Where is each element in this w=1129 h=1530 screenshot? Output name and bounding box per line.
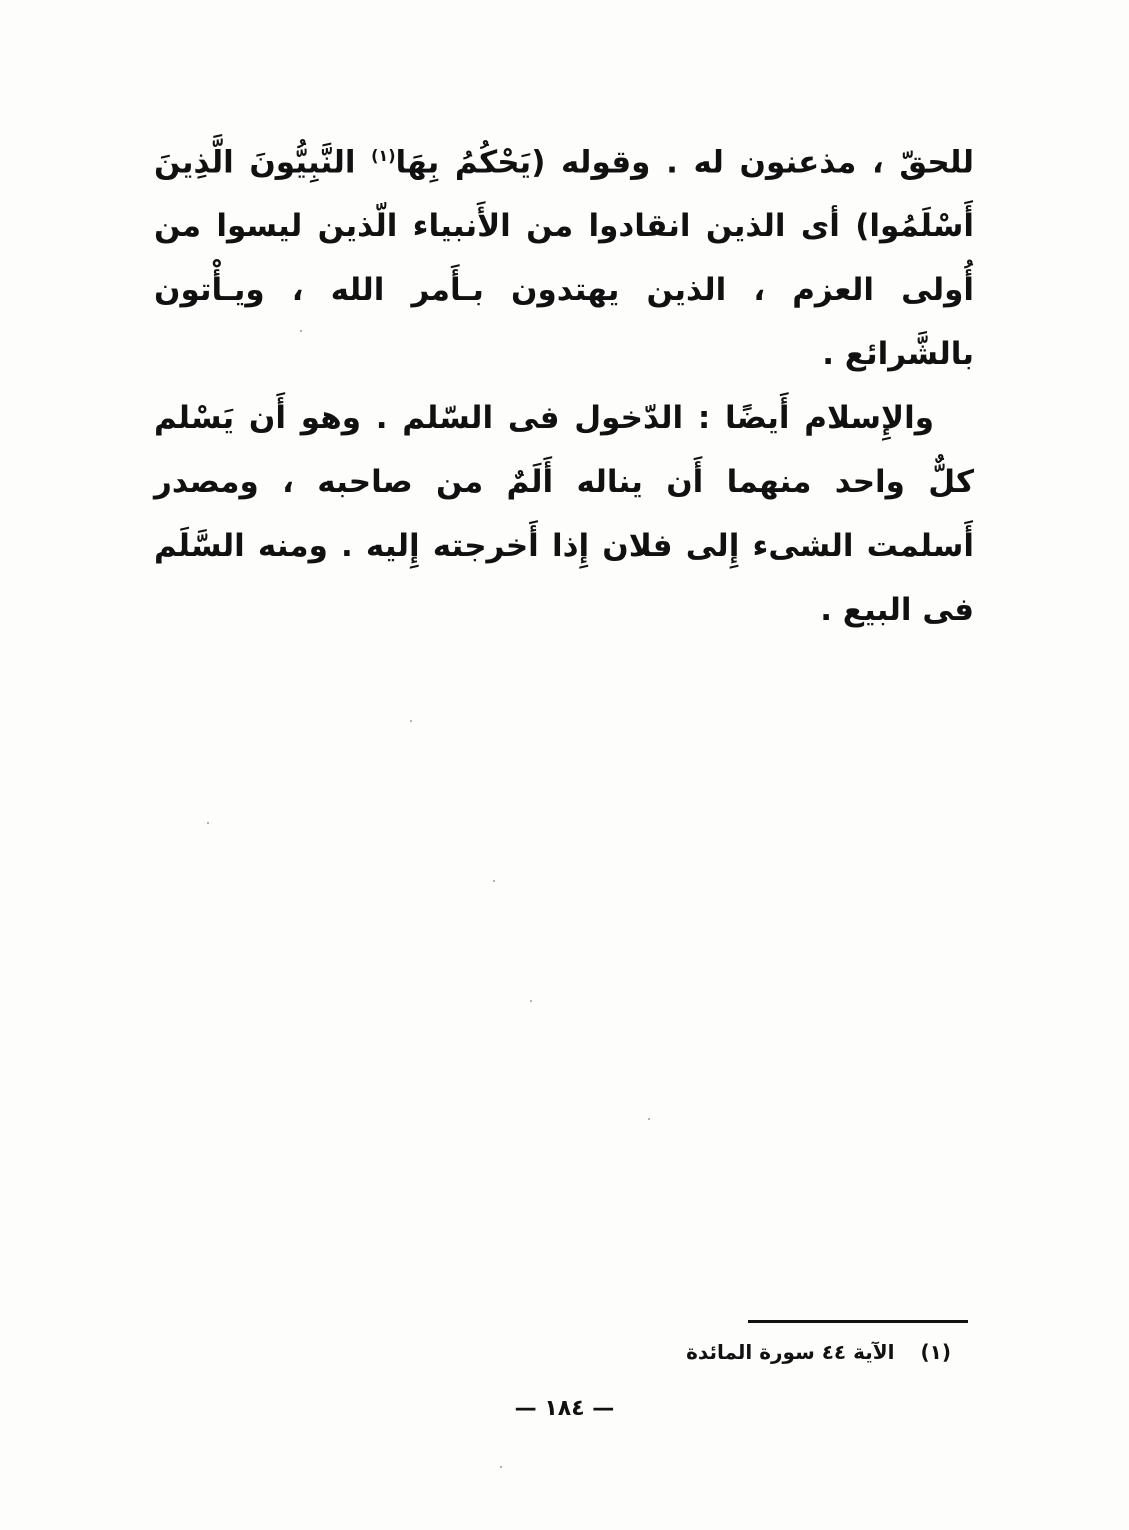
footnote — [686, 1340, 951, 1364]
page-number: — ١٨٤ — — [514, 1396, 615, 1421]
scan-speck — [648, 1118, 650, 1120]
footnote-number: (١) — [920, 1340, 951, 1364]
scan-speck — [493, 880, 495, 882]
paragraph-1-text-b: النَّبِيُّونَ الَّذِينَ أَسْلَمُوا) أى الذين انقادوا من الأَنبياء الّذين ليسوا من أُولى العزم ، الذين يهتدون بـأَمر الله ، ويـأْتون بالشَّرائع . — [154, 144, 974, 373]
footnote-separator — [748, 1320, 968, 1323]
scan-speck — [207, 822, 209, 824]
scan-speck — [530, 1000, 532, 1002]
footnote-marker: (١) — [371, 146, 396, 165]
paragraph-2: والإِسلام أَيضًا : الدّخول فى السّلم . وهو أَن يَسْلم كلٌّ واحد منهما أَن يناله أَلَمٌ من صاحبه ، ومصدر أَسلمت الشىء إِلى فلان إِذا أَخرجته إِليه . ومنه السَّلَم فى البيع . — [154, 400, 974, 629]
footnote-text: الآية ٤٤ سورة المائدة — [686, 1340, 895, 1364]
paragraph-1-text-a: للحقّ ، مذعنون له . وقوله (يَحْكُمُ بِهَا — [395, 144, 975, 181]
paragraph-1 — [154, 124, 974, 386]
scan-speck — [500, 1466, 502, 1468]
scan-speck — [300, 330, 302, 332]
scan-speck — [410, 720, 412, 722]
body-text — [154, 124, 974, 642]
